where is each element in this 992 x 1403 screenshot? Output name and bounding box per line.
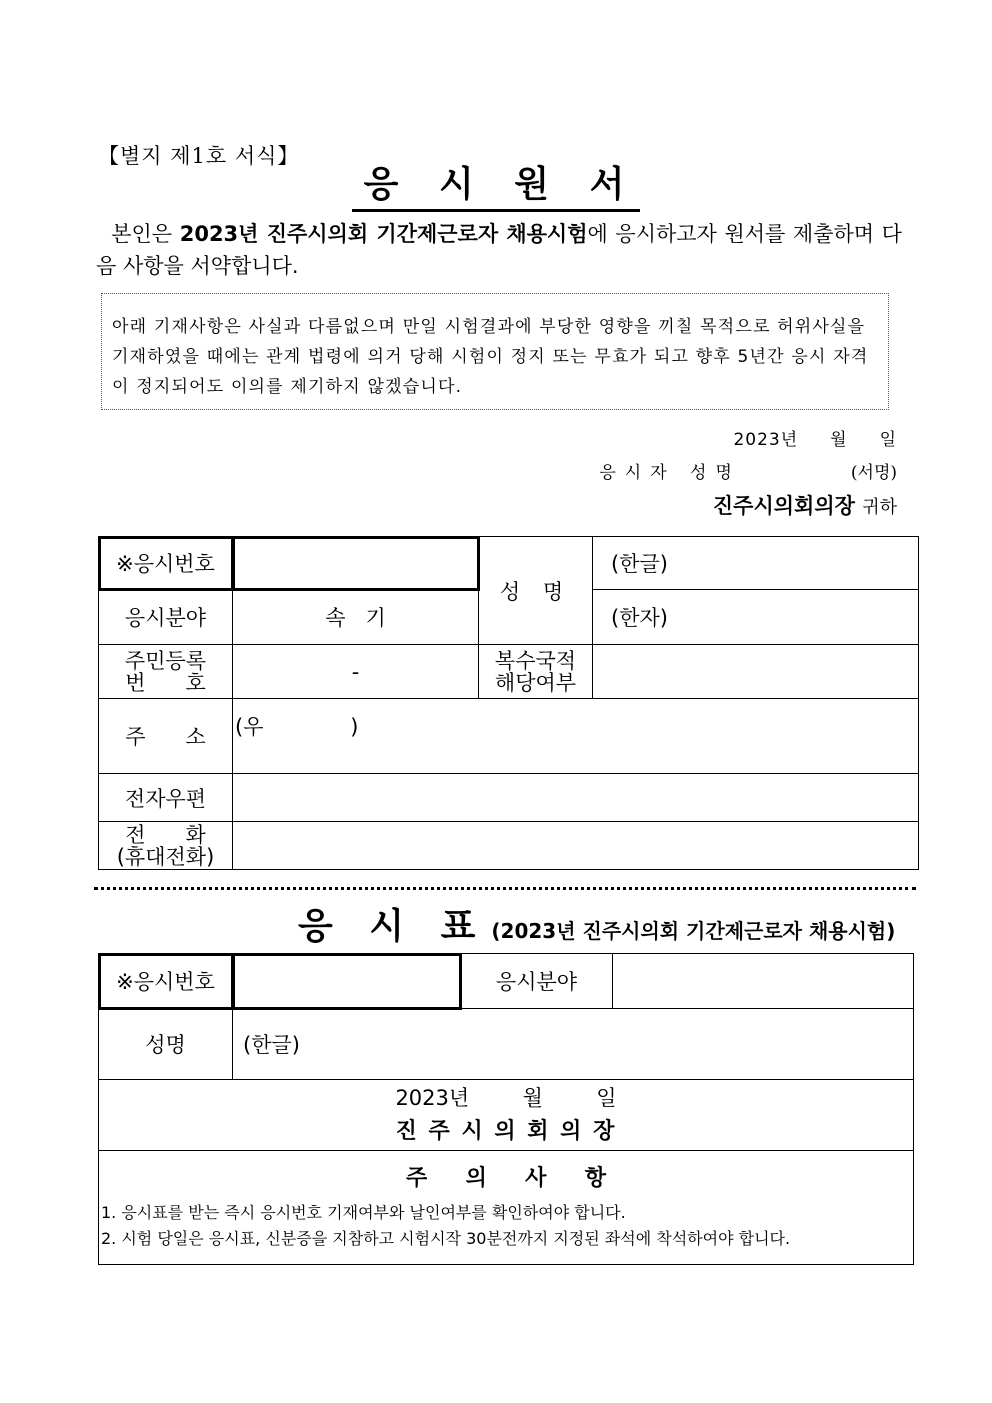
page-title: [0, 156, 992, 212]
ticket-table: [98, 953, 914, 1265]
page-title-text: 응 시 원 서: [352, 156, 641, 212]
field-label-cell: [99, 590, 233, 645]
ticket-subtitle: (2023년 진주시의회 기간제근로자 채용시험): [491, 919, 896, 943]
rrn-dash: -: [351, 659, 360, 684]
pledge-exam-name: 2023년 진주시의회 기간제근로자 채용시험: [179, 222, 588, 246]
ticket-name-label-cell: [99, 1009, 233, 1080]
dual-nationality-field[interactable]: [593, 645, 919, 699]
notice-text: 아래 기재사항은 사실과 다름없으며 만일 시험결과에 부당한 영향을 끼칠 목적으로 허위사실을 기재하였을 때에는 관계 법령에 의거 당해 시험이 정지 또는 무효가 되고 향후 5년간 응시 자격이 정지되어도 이의를 제기하지 않겠습니다.: [112, 317, 869, 397]
postcode-placeholder: (우 ): [235, 715, 359, 739]
pledge-suffix: 에 응시하고자 원서를 제출하며 다음 사항을 서약합니다.: [96, 222, 902, 278]
pledge-prefix: 본인은: [111, 222, 180, 246]
dual-label-1: 복수국적: [494, 648, 577, 673]
caution-item: 2. 시험 당일은 응시표, 신분증을 지참하고 시험시작 30분전까지 지정된 좌석에 착석하여야 합니다.: [101, 1229, 791, 1248]
address-field[interactable]: [233, 699, 919, 774]
ticket-name-field[interactable]: [233, 1009, 914, 1080]
ticket-issue-cell: [99, 1080, 914, 1151]
ticket-exam-number-field[interactable]: [233, 954, 461, 1009]
hanja-label: (한자): [611, 606, 668, 630]
caution-item: 1. 응시표를 받는 즉시 응시번호 기재여부와 날인여부를 확인하여야 합니다.: [101, 1203, 626, 1222]
date-year: 2023년: [733, 430, 799, 450]
field-label: 응시분야: [124, 606, 207, 630]
date-month: 월: [830, 430, 848, 450]
rrn-field[interactable]: [233, 645, 479, 699]
addressee-suffix: 귀하: [862, 497, 897, 518]
name-korean-field[interactable]: [593, 537, 919, 590]
signature-label: 응시자 성명: [599, 463, 741, 483]
ticket-title: [298, 898, 895, 949]
exam-number-label: ※응시번호: [116, 552, 215, 576]
rrn-label-2: 번 호: [125, 670, 206, 695]
dual-label-2: 해당여부: [494, 670, 577, 695]
name-label-cell: [479, 537, 593, 645]
date-day: 일: [879, 430, 897, 450]
phone-label-cell: [99, 822, 233, 870]
email-label: 전자우편: [124, 786, 207, 811]
form-number-label: 【별지 제1호 서식】: [98, 144, 300, 168]
name-hanja-field[interactable]: [593, 590, 919, 645]
name-label: 성 명: [499, 579, 572, 604]
ticket-exam-number-label-cell: [99, 954, 233, 1009]
ticket-caution-cell: [99, 1151, 914, 1265]
address-label-cell: [99, 699, 233, 774]
application-table: [98, 536, 919, 870]
exam-number-label-cell: [99, 537, 233, 590]
ticket-field-label-cell: [461, 954, 613, 1009]
rrn-label-1: 주민등록: [124, 648, 207, 673]
ticket-korean-label: (한글): [243, 1033, 300, 1057]
address-label: 주 소: [125, 725, 206, 749]
field-value: 속 기: [325, 606, 386, 630]
korean-label: (한글): [611, 552, 668, 576]
caution-title: 주 의 사 항: [406, 1166, 606, 1191]
exam-number-field[interactable]: [233, 537, 479, 590]
ticket-issuer: 진 주 시 의 회 의 장: [395, 1119, 617, 1144]
field-value-cell: [233, 590, 479, 645]
ticket-field-label: 응시분야: [495, 970, 578, 994]
ticket-name-label: 성명: [145, 1033, 186, 1057]
application-date: [733, 425, 897, 450]
addressee: [713, 490, 897, 520]
email-label-cell: [99, 774, 233, 822]
ticket-date: 2023년 월 일: [395, 1086, 617, 1110]
rrn-label-cell: [99, 645, 233, 699]
ticket-field-value[interactable]: [613, 954, 914, 1009]
cut-line: [94, 887, 916, 890]
signature-line: [599, 458, 897, 483]
signature-mark: (서명): [850, 463, 897, 483]
email-field[interactable]: [233, 774, 919, 822]
phone-label-2: (휴대전화): [116, 844, 215, 869]
phone-field[interactable]: [233, 822, 919, 870]
dual-nationality-label-cell: [479, 645, 593, 699]
ticket-exam-number-label: ※응시번호: [116, 970, 215, 994]
addressee-name: 진주시의회의장: [712, 494, 855, 518]
notice-box: [101, 293, 889, 410]
ticket-title-main: 응 시 표: [298, 906, 488, 947]
pledge-text: [96, 218, 902, 282]
phone-label-1: 전 화: [125, 822, 206, 847]
